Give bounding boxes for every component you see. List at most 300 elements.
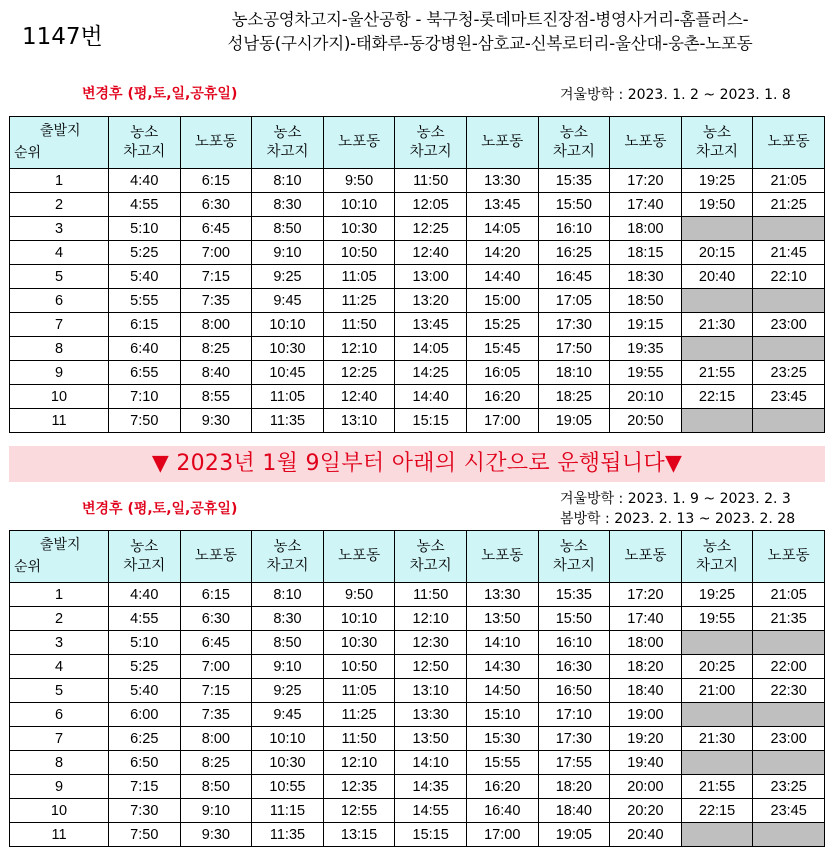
departure-time-cell: 11:05	[323, 679, 395, 703]
departure-time-cell: 9:50	[323, 583, 395, 607]
departure-time-cell: 6:45	[180, 217, 252, 241]
row-order-cell: 9	[10, 361, 109, 385]
departure-time-cell: 9:25	[252, 679, 324, 703]
route-number: 1147번	[22, 24, 103, 50]
column-header: 농소 차고지	[395, 117, 467, 169]
departure-time-cell: 22:15	[681, 799, 753, 823]
departure-time-cell: 17:20	[610, 169, 682, 193]
departure-time-cell: 9:25	[252, 265, 324, 289]
column-header: 노포동	[323, 117, 395, 169]
departure-time-cell: 17:10	[538, 703, 610, 727]
departure-time-cell: 21:55	[681, 361, 753, 385]
departure-time-cell: 11:50	[323, 727, 395, 751]
departure-time-cell: 10:30	[252, 751, 324, 775]
departure-time-cell: 19:55	[681, 607, 753, 631]
departure-time-cell: 19:25	[681, 169, 753, 193]
departure-time-cell: 17:30	[538, 727, 610, 751]
departure-time-cell: 6:15	[109, 313, 181, 337]
departure-time-cell: 8:40	[180, 361, 252, 385]
departure-time-cell: 12:30	[395, 631, 467, 655]
corner-origin-label: 출발지	[40, 122, 81, 138]
departure-time-cell: 14:10	[395, 751, 467, 775]
departure-time-cell: 13:50	[466, 607, 538, 631]
table-row	[10, 217, 825, 241]
departure-time-cell: 7:50	[109, 823, 181, 847]
departure-time-cell: 16:20	[466, 385, 538, 409]
departure-time-cell: 13:45	[395, 313, 467, 337]
column-header: 노포동	[180, 531, 252, 583]
departure-time-cell: 14:25	[395, 361, 467, 385]
no-service-cell	[753, 751, 825, 775]
row-order-cell: 10	[10, 385, 109, 409]
departure-time-cell: 7:10	[109, 385, 181, 409]
column-header: 농소 차고지	[252, 531, 324, 583]
departure-time-cell: 23:45	[753, 799, 825, 823]
departure-time-cell: 4:55	[109, 193, 181, 217]
departure-time-cell: 22:00	[753, 655, 825, 679]
departure-time-cell: 14:35	[395, 775, 467, 799]
departure-time-cell: 18:30	[610, 265, 682, 289]
table-row	[10, 799, 825, 823]
departure-time-cell: 21:45	[753, 241, 825, 265]
departure-time-cell: 21:00	[681, 679, 753, 703]
departure-time-cell: 15:25	[466, 313, 538, 337]
table-row	[10, 361, 825, 385]
departure-time-cell: 7:15	[109, 775, 181, 799]
departure-time-cell: 14:40	[395, 385, 467, 409]
departure-time-cell: 21:35	[753, 607, 825, 631]
row-order-cell: 1	[10, 169, 109, 193]
departure-time-cell: 21:05	[753, 583, 825, 607]
departure-time-cell: 15:00	[466, 289, 538, 313]
departure-time-cell: 23:45	[753, 385, 825, 409]
departure-time-cell: 8:50	[252, 217, 324, 241]
departure-time-cell: 10:55	[252, 775, 324, 799]
departure-time-cell: 5:25	[109, 241, 181, 265]
departure-time-cell: 8:50	[252, 631, 324, 655]
departure-time-cell: 8:10	[252, 169, 324, 193]
departure-time-cell: 14:50	[466, 679, 538, 703]
departure-time-cell: 16:30	[538, 655, 610, 679]
departure-time-cell: 20:25	[681, 655, 753, 679]
departure-time-cell: 19:05	[538, 409, 610, 433]
departure-time-cell: 20:15	[681, 241, 753, 265]
departure-time-cell: 17:20	[610, 583, 682, 607]
departure-time-cell: 11:50	[323, 313, 395, 337]
row-order-cell: 9	[10, 775, 109, 799]
departure-time-cell: 6:00	[109, 703, 181, 727]
departure-time-cell: 8:25	[180, 337, 252, 361]
no-service-cell	[681, 703, 753, 727]
departure-time-cell: 11:50	[395, 583, 467, 607]
departure-time-cell: 21:30	[681, 727, 753, 751]
departure-time-cell: 14:30	[466, 655, 538, 679]
table-row	[10, 265, 825, 289]
departure-time-cell: 10:10	[252, 727, 324, 751]
departure-time-cell: 18:40	[610, 679, 682, 703]
no-service-cell	[681, 409, 753, 433]
departure-time-cell: 18:20	[538, 775, 610, 799]
departure-time-cell: 5:40	[109, 679, 181, 703]
departure-time-cell: 9:10	[180, 799, 252, 823]
departure-time-cell: 17:50	[538, 337, 610, 361]
departure-time-cell: 18:40	[538, 799, 610, 823]
row-order-cell: 7	[10, 727, 109, 751]
departure-time-cell: 13:45	[466, 193, 538, 217]
departure-time-cell: 16:10	[538, 631, 610, 655]
row-order-cell: 4	[10, 241, 109, 265]
departure-time-cell: 8:00	[180, 727, 252, 751]
row-order-cell: 4	[10, 655, 109, 679]
section1-note: 변경후 (평,토,일,공휴일)	[82, 86, 238, 102]
departure-time-cell: 19:25	[681, 583, 753, 607]
schedule-change-banner: ▼ 2023년 1월 9일부터 아래의 시간으로 운행됩니다▼	[9, 446, 825, 482]
departure-time-cell: 17:00	[466, 823, 538, 847]
departure-time-cell: 19:50	[681, 193, 753, 217]
departure-time-cell: 11:35	[252, 409, 324, 433]
departure-time-cell: 6:50	[109, 751, 181, 775]
section2-period-spring: 봄방학 : 2023. 2. 13 ~ 2023. 2. 28	[560, 511, 796, 527]
departure-time-cell: 7:50	[109, 409, 181, 433]
departure-time-cell: 13:10	[323, 409, 395, 433]
departure-time-cell: 14:40	[466, 265, 538, 289]
departure-time-cell: 7:30	[109, 799, 181, 823]
departure-time-cell: 10:10	[252, 313, 324, 337]
departure-time-cell: 23:25	[753, 361, 825, 385]
departure-time-cell: 10:30	[323, 217, 395, 241]
row-order-cell: 3	[10, 217, 109, 241]
row-order-cell: 5	[10, 265, 109, 289]
departure-time-cell: 12:05	[395, 193, 467, 217]
no-service-cell	[681, 337, 753, 361]
row-order-cell: 2	[10, 607, 109, 631]
departure-time-cell: 5:25	[109, 655, 181, 679]
departure-time-cell: 22:10	[753, 265, 825, 289]
table-row	[10, 169, 825, 193]
departure-time-cell: 14:05	[466, 217, 538, 241]
table-row	[10, 655, 825, 679]
departure-time-cell: 15:15	[395, 409, 467, 433]
table-row	[10, 631, 825, 655]
departure-time-cell: 15:35	[538, 169, 610, 193]
departure-time-cell: 21:25	[753, 193, 825, 217]
departure-time-cell: 23:00	[753, 727, 825, 751]
corner-origin-label: 출발지	[40, 536, 81, 552]
departure-time-cell: 19:05	[538, 823, 610, 847]
no-service-cell	[681, 289, 753, 313]
departure-time-cell: 19:55	[610, 361, 682, 385]
table-row	[10, 385, 825, 409]
departure-time-cell: 12:10	[323, 751, 395, 775]
departure-time-cell: 17:05	[538, 289, 610, 313]
table-row	[10, 193, 825, 217]
table-row	[10, 703, 825, 727]
departure-time-cell: 13:00	[395, 265, 467, 289]
departure-time-cell: 12:25	[323, 361, 395, 385]
departure-time-cell: 10:10	[323, 607, 395, 631]
column-header: 노포동	[466, 117, 538, 169]
section2-period-winter: 겨울방학 : 2023. 1. 9 ~ 2023. 2. 3	[560, 491, 791, 507]
departure-time-cell: 17:40	[610, 607, 682, 631]
row-order-cell: 1	[10, 583, 109, 607]
departure-time-cell: 11:25	[323, 289, 395, 313]
column-header: 농소 차고지	[395, 531, 467, 583]
corner-order-label: 순위	[14, 558, 42, 574]
departure-time-cell: 18:25	[538, 385, 610, 409]
no-service-cell	[753, 289, 825, 313]
departure-time-cell: 9:45	[252, 703, 324, 727]
departure-time-cell: 8:50	[180, 775, 252, 799]
column-header: 농소 차고지	[681, 117, 753, 169]
departure-time-cell: 4:40	[109, 169, 181, 193]
departure-time-cell: 15:50	[538, 607, 610, 631]
departure-time-cell: 19:35	[610, 337, 682, 361]
departure-time-cell: 6:15	[180, 169, 252, 193]
departure-time-cell: 7:15	[180, 265, 252, 289]
column-header: 노포동	[323, 531, 395, 583]
column-header: 농소 차고지	[109, 531, 181, 583]
departure-time-cell: 5:10	[109, 217, 181, 241]
departure-time-cell: 14:10	[466, 631, 538, 655]
row-order-cell: 2	[10, 193, 109, 217]
departure-time-cell: 9:10	[252, 655, 324, 679]
departure-time-cell: 10:50	[323, 241, 395, 265]
departure-time-cell: 10:45	[252, 361, 324, 385]
no-service-cell	[753, 217, 825, 241]
departure-time-cell: 15:45	[466, 337, 538, 361]
table-row	[10, 607, 825, 631]
corner-header	[10, 117, 109, 169]
departure-time-cell: 20:00	[610, 775, 682, 799]
departure-time-cell: 5:10	[109, 631, 181, 655]
departure-time-cell: 6:30	[180, 193, 252, 217]
row-order-cell: 11	[10, 409, 109, 433]
departure-time-cell: 10:10	[323, 193, 395, 217]
departure-time-cell: 19:00	[610, 703, 682, 727]
departure-time-cell: 9:30	[180, 409, 252, 433]
departure-time-cell: 12:35	[323, 775, 395, 799]
table-row	[10, 583, 825, 607]
corner-order-label: 순위	[14, 144, 42, 160]
departure-time-cell: 7:00	[180, 655, 252, 679]
row-order-cell: 3	[10, 631, 109, 655]
table-row	[10, 337, 825, 361]
departure-time-cell: 7:35	[180, 289, 252, 313]
departure-time-cell: 6:40	[109, 337, 181, 361]
departure-time-cell: 22:15	[681, 385, 753, 409]
departure-time-cell: 10:30	[252, 337, 324, 361]
departure-time-cell: 6:15	[180, 583, 252, 607]
departure-time-cell: 14:20	[466, 241, 538, 265]
departure-time-cell: 12:55	[323, 799, 395, 823]
departure-time-cell: 12:25	[395, 217, 467, 241]
departure-time-cell: 9:50	[323, 169, 395, 193]
departure-time-cell: 12:50	[395, 655, 467, 679]
departure-time-cell: 16:45	[538, 265, 610, 289]
departure-time-cell: 13:30	[466, 583, 538, 607]
departure-time-cell: 12:40	[395, 241, 467, 265]
departure-time-cell: 14:05	[395, 337, 467, 361]
route-path: 농소공영차고지-울산공항 - 북구청-롯데마트진장점-병영사거리-홈플러스- 성남동(구시가지)-태화루-동강병원-삼호교-신복로터리-울산대-웅촌-노포동	[227, 10, 753, 53]
departure-time-cell: 13:10	[395, 679, 467, 703]
table-row	[10, 679, 825, 703]
departure-time-cell: 13:30	[466, 169, 538, 193]
no-service-cell	[753, 703, 825, 727]
departure-time-cell: 11:35	[252, 823, 324, 847]
row-order-cell: 6	[10, 289, 109, 313]
departure-time-cell: 6:25	[109, 727, 181, 751]
row-order-cell: 8	[10, 337, 109, 361]
no-service-cell	[753, 337, 825, 361]
departure-time-cell: 15:15	[395, 823, 467, 847]
departure-time-cell: 21:05	[753, 169, 825, 193]
departure-time-cell: 10:50	[323, 655, 395, 679]
departure-time-cell: 18:00	[610, 631, 682, 655]
departure-time-cell: 23:00	[753, 313, 825, 337]
departure-time-cell: 17:40	[610, 193, 682, 217]
departure-time-cell: 11:05	[252, 385, 324, 409]
departure-time-cell: 20:20	[610, 799, 682, 823]
departure-time-cell: 22:30	[753, 679, 825, 703]
departure-time-cell: 11:15	[252, 799, 324, 823]
row-order-cell: 6	[10, 703, 109, 727]
no-service-cell	[681, 751, 753, 775]
departure-time-cell: 19:40	[610, 751, 682, 775]
column-header: 노포동	[610, 531, 682, 583]
departure-time-cell: 20:50	[610, 409, 682, 433]
departure-time-cell: 15:30	[466, 727, 538, 751]
departure-time-cell: 16:25	[538, 241, 610, 265]
departure-time-cell: 14:55	[395, 799, 467, 823]
departure-time-cell: 17:55	[538, 751, 610, 775]
row-order-cell: 8	[10, 751, 109, 775]
no-service-cell	[681, 823, 753, 847]
departure-time-cell: 9:30	[180, 823, 252, 847]
timetable-section1	[9, 116, 825, 433]
column-header: 농소 차고지	[109, 117, 181, 169]
departure-time-cell: 13:15	[323, 823, 395, 847]
departure-time-cell: 18:20	[610, 655, 682, 679]
departure-time-cell: 7:15	[180, 679, 252, 703]
column-header: 노포동	[753, 531, 825, 583]
departure-time-cell: 15:10	[466, 703, 538, 727]
departure-time-cell: 8:30	[252, 193, 324, 217]
table-row	[10, 775, 825, 799]
table-row	[10, 823, 825, 847]
no-service-cell	[753, 631, 825, 655]
column-header: 농소 차고지	[252, 117, 324, 169]
departure-time-cell: 9:45	[252, 289, 324, 313]
departure-time-cell: 15:50	[538, 193, 610, 217]
column-header: 노포동	[610, 117, 682, 169]
departure-time-cell: 13:20	[395, 289, 467, 313]
departure-time-cell: 11:50	[395, 169, 467, 193]
departure-time-cell: 15:35	[538, 583, 610, 607]
departure-time-cell: 7:00	[180, 241, 252, 265]
departure-time-cell: 21:55	[681, 775, 753, 799]
table-row	[10, 751, 825, 775]
departure-time-cell: 13:50	[395, 727, 467, 751]
departure-time-cell: 12:10	[395, 607, 467, 631]
departure-time-cell: 4:55	[109, 607, 181, 631]
departure-time-cell: 18:15	[610, 241, 682, 265]
table-row	[10, 241, 825, 265]
table-row	[10, 727, 825, 751]
departure-time-cell: 17:00	[466, 409, 538, 433]
departure-time-cell: 8:10	[252, 583, 324, 607]
row-order-cell: 11	[10, 823, 109, 847]
departure-time-cell: 8:25	[180, 751, 252, 775]
departure-time-cell: 6:30	[180, 607, 252, 631]
departure-time-cell: 5:55	[109, 289, 181, 313]
timetable-section2	[9, 530, 825, 847]
departure-time-cell: 10:30	[323, 631, 395, 655]
row-order-cell: 10	[10, 799, 109, 823]
departure-time-cell: 20:10	[610, 385, 682, 409]
departure-time-cell: 7:35	[180, 703, 252, 727]
departure-time-cell: 18:10	[538, 361, 610, 385]
departure-time-cell: 8:55	[180, 385, 252, 409]
departure-time-cell: 11:05	[323, 265, 395, 289]
departure-time-cell: 18:00	[610, 217, 682, 241]
departure-time-cell: 19:20	[610, 727, 682, 751]
departure-time-cell: 8:30	[252, 607, 324, 631]
departure-time-cell: 12:10	[323, 337, 395, 361]
no-service-cell	[681, 217, 753, 241]
column-header: 농소 차고지	[681, 531, 753, 583]
departure-time-cell: 17:30	[538, 313, 610, 337]
departure-time-cell: 13:30	[395, 703, 467, 727]
departure-time-cell: 16:10	[538, 217, 610, 241]
departure-time-cell: 18:50	[610, 289, 682, 313]
table-row	[10, 289, 825, 313]
column-header: 노포동	[180, 117, 252, 169]
column-header: 농소 차고지	[538, 531, 610, 583]
departure-time-cell: 4:40	[109, 583, 181, 607]
departure-time-cell: 16:40	[466, 799, 538, 823]
departure-time-cell: 9:10	[252, 241, 324, 265]
departure-time-cell: 6:45	[180, 631, 252, 655]
row-order-cell: 7	[10, 313, 109, 337]
no-service-cell	[681, 631, 753, 655]
table-row	[10, 409, 825, 433]
departure-time-cell: 19:15	[610, 313, 682, 337]
column-header: 노포동	[466, 531, 538, 583]
departure-time-cell: 5:40	[109, 265, 181, 289]
departure-time-cell: 21:30	[681, 313, 753, 337]
departure-time-cell: 11:25	[323, 703, 395, 727]
departure-time-cell: 23:25	[753, 775, 825, 799]
section2-note: 변경후 (평,토,일,공휴일)	[82, 501, 238, 517]
departure-time-cell: 15:55	[466, 751, 538, 775]
no-service-cell	[753, 409, 825, 433]
section1-period: 겨울방학 : 2023. 1. 2 ~ 2023. 1. 8	[560, 87, 791, 103]
departure-time-cell: 16:20	[466, 775, 538, 799]
departure-time-cell: 6:55	[109, 361, 181, 385]
corner-header	[10, 531, 109, 583]
column-header: 노포동	[753, 117, 825, 169]
column-header: 농소 차고지	[538, 117, 610, 169]
departure-time-cell: 16:50	[538, 679, 610, 703]
departure-time-cell: 20:40	[610, 823, 682, 847]
departure-time-cell: 12:40	[323, 385, 395, 409]
no-service-cell	[753, 823, 825, 847]
table-row	[10, 313, 825, 337]
row-order-cell: 5	[10, 679, 109, 703]
departure-time-cell: 8:00	[180, 313, 252, 337]
departure-time-cell: 16:05	[466, 361, 538, 385]
departure-time-cell: 20:40	[681, 265, 753, 289]
